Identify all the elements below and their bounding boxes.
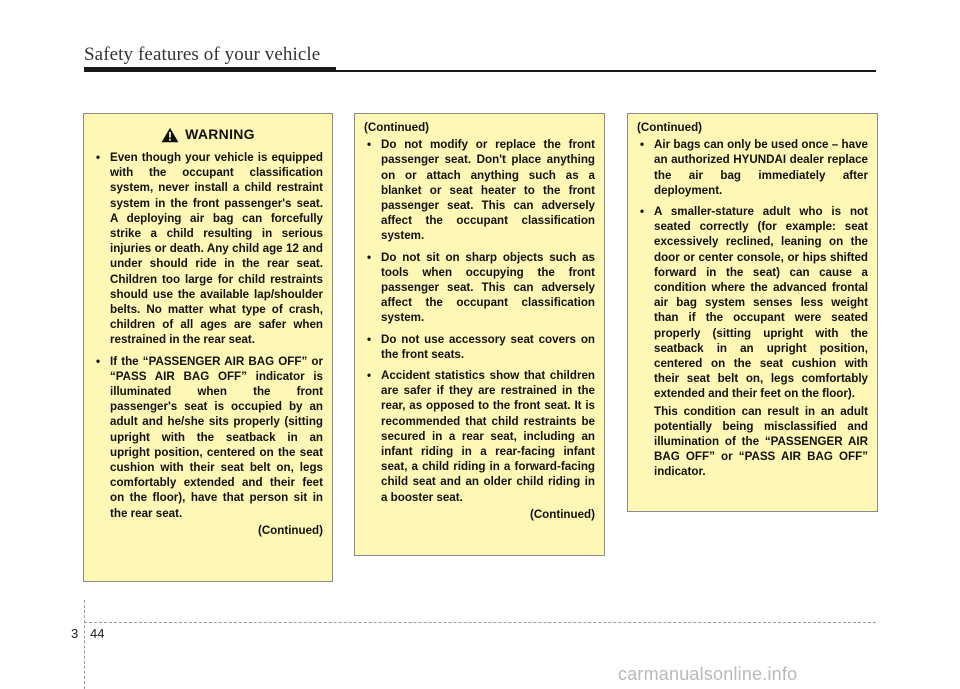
continued-label: (Continued) <box>364 121 430 134</box>
page-chapter-number: 3 <box>71 626 79 641</box>
footer-rule-horizontal <box>84 622 876 623</box>
warning-label: WARNING <box>185 126 255 143</box>
caution-list <box>637 137 868 401</box>
list-item-text: If the “PASSENGER AIR BAG OFF” or “PASS AIR BAG OFF” indicator is illuminated when the front passenger's seat is occupied by an adult and he/she sits properly (sitting upright with the seatback in an upright position, centered on the seat cushion with their seat belt on, legs comfortably extended and their feet on the floor), have that person sit in the rear seat. <box>110 354 323 520</box>
header-rule-thin <box>84 70 876 72</box>
warning-heading <box>93 122 323 148</box>
warning-box <box>83 113 333 582</box>
list-item-text: Even though your vehicle is equipped with the occupant classification system, never install a child restraint system in the front passenger's seat. A deploying air bag can forcefully strike a child resulting in serious injuries or death. Any child age 12 and under should ride in the rear seat. Children too large for child restraints should use the available lap/shoulder belts. No matter what type of crash, children of all ages are safer when restrained in the rear seat. <box>110 151 323 347</box>
list-item: • Accident statistics show that children are safer if they are restrained in the rear, as opposed to the front seat. It is recommended that child restraints be secured in a rear seat, including an infant riding in a rear-facing infant seat, a child riding in a forward-facing child seat and an older child riding in a booster seat. <box>367 369 595 504</box>
condition-paragraph: This condition can result in an adult potentially being misclassified and illumination of the “PASSENGER AIR BAG OFF” or “PASS AIR BAG OFF” indicator. <box>654 404 868 479</box>
list-item: • Do not sit on sharp objects such as tools when occupying the front passenger seat. This can adversely affect the occupant classification system. <box>367 250 595 325</box>
watermark: carmanualsonline.info <box>618 664 798 684</box>
header-rule <box>84 67 876 73</box>
page-header-title: Safety features of your vehicle <box>84 44 321 65</box>
continued-label: (Continued) <box>637 121 703 134</box>
list-item-text: A smaller-stature adult who is not seated correctly (for example: seat excessively reclined, leaning on the door or center console, or hips shifted forward in the seat) can cause a condition where the advanced frontal air bag system senses less weight than if the occupant were seated properly (sitting upright with the seatback in an upright position, centered on the seat cushion with their seat belt on, legs comfortably extended and their feet on the floor). <box>654 205 868 401</box>
continued-box-3 <box>627 113 878 512</box>
list-item: • Even though your vehicle is equipped with the occupant classification system, never install a child restraint system in the front passenger's seat. A deploying air bag can forcefully strike a child resulting in serious injuries or death. Any child age 12 and under should ride in the rear seat. Children too large for child restraints should use the available lap/shoulder belts. No matter what type of crash, children of all ages are safer when restrained in the rear seat. <box>96 151 323 347</box>
list-item-text: Air bags can only be used once – have an authorized HYUNDAI dealer replace the air bag immediately after deployment. <box>654 138 868 197</box>
list-item-text: Do not use accessory seat covers on the front seats. <box>381 332 595 361</box>
page-number: 44 <box>90 626 105 641</box>
caution-list <box>364 137 595 505</box>
continued-label: (Continued) <box>529 507 595 521</box>
list-item-text: Accident statistics show that children are safer if they are restrained in the rear, as opposed to the front seat. It is recommended that child restraints be secured in a rear seat, including an infant riding in a rear-facing infant seat, a child riding in a forward-facing child seat and an older child riding in a booster seat. <box>381 369 595 504</box>
list-item: • Do not use accessory seat covers on the front seats. <box>367 332 595 361</box>
warning-list <box>93 150 323 521</box>
list-item-text: Do not modify or replace the front passenger seat. Don't place anything on or attach anything such as a blanket or seat heater to the front passenger seat. This can adversely affect the occupant classification system. <box>381 138 595 243</box>
footer-rule-vertical <box>84 600 85 689</box>
warning-triangle-icon <box>161 127 179 143</box>
list-item: • If the “PASSENGER AIR BAG OFF” or “PASS AIR BAG OFF” indicator is illuminated when the front passenger's seat is occupied by an adult and he/she sits properly (sitting upright with the seatback in an upright position, centered on the seat cushion with their seat belt on, legs comfortably extended and their feet on the floor), have that person sit in the rear seat. <box>96 354 323 520</box>
continued-label: (Continued) <box>257 523 323 537</box>
continued-box-2 <box>354 113 605 556</box>
list-item: • A smaller-stature adult who is not seated correctly (for example: seat excessively reclined, leaning on the door or center console, or hips shifted forward in the seat) can cause a condition where the advanced frontal air bag system senses less weight than if the occupant were seated properly (sitting upright with the seatback in an upright position, centered on the seat cushion with their seat belt on, legs comfortably extended and their feet on the floor). <box>640 205 868 401</box>
list-item: • Do not modify or replace the front passenger seat. Don't place anything on or attach anything such as a blanket or seat heater to the front passenger seat. This can adversely affect the occupant classification system. <box>367 138 595 243</box>
list-item-text: Do not sit on sharp objects such as tools when occupying the front passenger seat. This can adversely affect the occupant classification system. <box>381 250 595 325</box>
list-item: • Air bags can only be used once – have an authorized HYUNDAI dealer replace the air bag immediately after deployment. <box>640 138 868 197</box>
